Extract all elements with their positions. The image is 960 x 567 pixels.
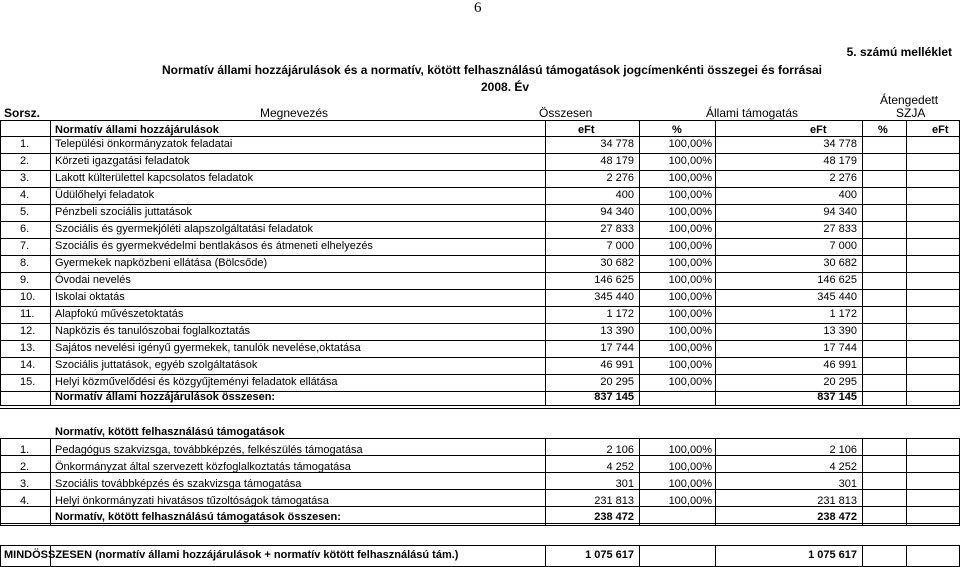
row-name: Üdülőhelyi feladatok (55, 189, 155, 201)
row-total-pct: 100,00% (668, 138, 712, 150)
row-total-pct: 100,00% (668, 206, 712, 218)
row-total-pct: 100,00% (668, 257, 712, 269)
row-number: 4. (20, 189, 30, 201)
section2-total-label: Normatív, kötött felhasználású támogatások összesen: (55, 511, 341, 523)
row-total: 17 744 (600, 342, 634, 354)
grid-line (0, 357, 960, 358)
grid-line (0, 438, 1, 525)
grid-line (715, 438, 716, 525)
row-total: 2 276 (606, 172, 634, 184)
row-state: 345 440 (817, 291, 857, 303)
row-name: Szociális és gyermekjóléti alapszolgáltatási feladatok (55, 223, 314, 235)
row-state: 301 (838, 478, 857, 490)
annex-label: 5. számú melléklet (846, 45, 952, 59)
row-number: 9. (20, 274, 30, 286)
row-total-pct: 100,00% (668, 240, 712, 252)
grid-line (906, 545, 907, 566)
row-total-pct: 100,00% (668, 223, 712, 235)
row-name: Gyermekek napközbeni ellátása (Bölcsőde) (55, 257, 268, 269)
row-total: 301 (615, 478, 634, 490)
row-number: 14. (20, 359, 36, 371)
unit-state: eFt (810, 124, 827, 136)
row-total-pct: 100,00% (668, 376, 712, 388)
row-number: 3. (20, 478, 30, 490)
grid-line (862, 438, 863, 525)
row-total: 2 106 (606, 444, 634, 456)
row-total: 48 179 (600, 155, 634, 167)
grid-line (0, 525, 960, 526)
grid-line (0, 170, 960, 171)
grid-line (0, 306, 960, 307)
row-state: 94 340 (823, 206, 857, 218)
row-state: 4 252 (829, 461, 857, 473)
grid-line (639, 438, 640, 525)
grid-line (0, 289, 960, 290)
row-total: 30 682 (600, 257, 634, 269)
row-total-pct: 100,00% (668, 342, 712, 354)
row-state: 17 744 (823, 342, 857, 354)
grid-line (0, 153, 960, 154)
row-state: 2 276 (829, 172, 857, 184)
row-total-pct: 100,00% (668, 325, 712, 337)
header-osszesen: Összesen (539, 106, 593, 120)
row-total-pct: 100,00% (668, 172, 712, 184)
grand-total-label: MINDÖSSZESEN (normatív állami hozzájárulások + normatív kötött felhasználású tám.) (4, 549, 459, 561)
grid-line (0, 221, 960, 222)
row-total-pct: 100,00% (668, 155, 712, 167)
unit-total-pct: % (672, 124, 682, 136)
row-state: 46 991 (823, 359, 857, 371)
row-name: Önkormányzat által szervezett közfoglalkoztatás támogatása (55, 461, 351, 473)
row-total-pct: 100,00% (668, 461, 712, 473)
grid-line (715, 545, 716, 566)
row-name: Körzeti igazgatási feladatok (55, 155, 190, 167)
row-number: 13. (20, 342, 36, 354)
header-megnevezes: Megnevezés (260, 106, 329, 120)
row-number: 3. (20, 172, 30, 184)
row-total: 27 833 (600, 223, 634, 235)
grid-line (0, 204, 960, 205)
row-name: Lakott külterülettel kapcsolatos feladatok (55, 172, 254, 184)
year-label: 2008. Év (481, 80, 530, 94)
row-total: 1 172 (606, 308, 634, 320)
grid-line (0, 255, 960, 256)
section2-total: 238 472 (594, 511, 634, 523)
row-total-pct: 100,00% (668, 308, 712, 320)
row-total: 7 000 (606, 240, 634, 252)
section1-total-label: Normatív állami hozzájárulások összesen: (55, 391, 276, 403)
row-state: 34 778 (823, 138, 857, 150)
grid-line (0, 405, 960, 406)
grid-line (0, 238, 960, 239)
row-name: Iskolai oktatás (55, 291, 125, 303)
grid-line (0, 545, 960, 546)
row-total-pct: 100,00% (668, 189, 712, 201)
page-number: 6 (474, 0, 482, 16)
grid-line (545, 120, 546, 405)
row-name: Szociális juttatások, egyéb szolgáltatások (55, 359, 258, 371)
grid-line (0, 340, 960, 341)
grid-line (0, 187, 960, 188)
section1-total: 837 145 (594, 391, 634, 403)
grid-line (0, 506, 960, 507)
grid-line (906, 120, 907, 405)
row-total: 146 625 (594, 274, 634, 286)
grid-line (0, 323, 960, 324)
row-state: 1 172 (829, 308, 857, 320)
row-name: Óvodai nevelés (55, 274, 131, 286)
row-total: 13 390 (600, 325, 634, 337)
row-number: 4. (20, 495, 30, 507)
grid-line (545, 545, 546, 566)
row-total: 34 778 (600, 138, 634, 150)
row-number: 2. (20, 461, 30, 473)
row-number: 11. (20, 308, 35, 320)
row-name: Alapfokú művészetoktatás (55, 308, 184, 320)
row-total: 46 991 (600, 359, 634, 371)
header-sorsz: Sorsz. (4, 106, 41, 120)
row-state: 13 390 (823, 325, 857, 337)
grid-line (0, 391, 960, 392)
row-total: 345 440 (594, 291, 634, 303)
row-name: Helyi önkormányzati hivatásos tűzoltóságok támogatása (55, 495, 329, 507)
grand-total-state: 1 075 617 (808, 549, 857, 561)
grid-line (50, 438, 51, 525)
row-name: Pedagógus szakvizsga, továbbképzés, felkészülés támogatása (55, 444, 363, 456)
row-state: 2 106 (829, 444, 857, 456)
grid-line (715, 120, 716, 405)
row-number: 15. (20, 376, 36, 388)
header-atengedett-1: Átengedett (880, 93, 939, 107)
grid-line (0, 408, 960, 409)
grid-line (0, 374, 960, 375)
row-state: 48 179 (823, 155, 857, 167)
row-number: 5. (20, 206, 30, 218)
row-state: 20 295 (823, 376, 857, 388)
grid-line (0, 438, 960, 439)
row-number: 6. (20, 223, 30, 235)
row-total-pct: 100,00% (668, 495, 712, 507)
grid-line (862, 545, 863, 566)
row-total: 4 252 (606, 461, 634, 473)
unit-total: eFt (578, 124, 595, 136)
section1-total-state: 837 145 (817, 391, 857, 403)
row-state: 30 682 (823, 257, 857, 269)
grid-line (862, 120, 863, 405)
header-atengedett-2: SZJA (896, 106, 926, 120)
row-state: 7 000 (829, 240, 857, 252)
row-state: 231 813 (817, 495, 857, 507)
row-name: Sajátos nevelési igényű gyermekek, tanulók nevelése,oktatása (55, 342, 361, 354)
row-number: 7. (20, 240, 30, 252)
grid-line (50, 545, 51, 566)
grid-line (0, 136, 960, 137)
row-total: 94 340 (600, 206, 634, 218)
section1-title: Normatív állami hozzájárulások (55, 124, 219, 136)
grid-line (906, 438, 907, 525)
row-name: Szociális továbbképzés és szakvizsga támogatása (55, 478, 302, 490)
grid-line (639, 120, 640, 405)
grid-line (0, 455, 960, 456)
grid-line (50, 120, 51, 405)
row-number: 8. (20, 257, 30, 269)
row-number: 1. (20, 444, 30, 456)
row-state: 27 833 (823, 223, 857, 235)
grid-line (0, 489, 960, 490)
header-allami: Állami támogatás (706, 106, 799, 120)
row-name: Pénzbeli szociális juttatások (55, 206, 192, 218)
row-name: Helyi közművelődési és közgyűjteményi feladatok ellátása (55, 376, 338, 388)
row-number: 10. (20, 291, 36, 303)
row-total-pct: 100,00% (668, 291, 712, 303)
row-state: 146 625 (817, 274, 857, 286)
row-number: 12. (20, 325, 36, 337)
grid-line (545, 438, 546, 525)
grid-line (0, 523, 960, 524)
document-title: Normatív állami hozzájárulások és a normatív, kötött felhasználású támogatások jogcímenkénti összegei és forrásai (162, 63, 822, 77)
row-state: 400 (838, 189, 857, 201)
section2-title: Normatív, kötött felhasználású támogatások (55, 426, 285, 438)
section2-total-state: 238 472 (817, 511, 857, 523)
row-name: Napközis és tanulószobai foglalkoztatás (55, 325, 251, 337)
grand-total: 1 075 617 (585, 549, 634, 561)
row-total: 20 295 (600, 376, 634, 388)
unit-state-pct: % (878, 124, 888, 136)
grid-line (0, 545, 1, 566)
row-number: 1. (20, 138, 30, 150)
row-name: Szociális és gyermekvédelmi bentlakásos és átmeneti elhelyezés (55, 240, 373, 252)
grid-line (0, 120, 960, 121)
grid-line (0, 272, 960, 273)
row-name: Települési önkormányzatok feladatai (55, 138, 233, 150)
row-total: 231 813 (594, 495, 634, 507)
grid-line (0, 120, 1, 405)
row-total-pct: 100,00% (668, 444, 712, 456)
row-total-pct: 100,00% (668, 274, 712, 286)
unit-szja: eFt (932, 124, 949, 136)
row-total-pct: 100,00% (668, 478, 712, 490)
grid-line (639, 545, 640, 566)
grid-line (0, 472, 960, 473)
row-total: 400 (615, 189, 634, 201)
row-total-pct: 100,00% (668, 359, 712, 371)
row-number: 2. (20, 155, 30, 167)
